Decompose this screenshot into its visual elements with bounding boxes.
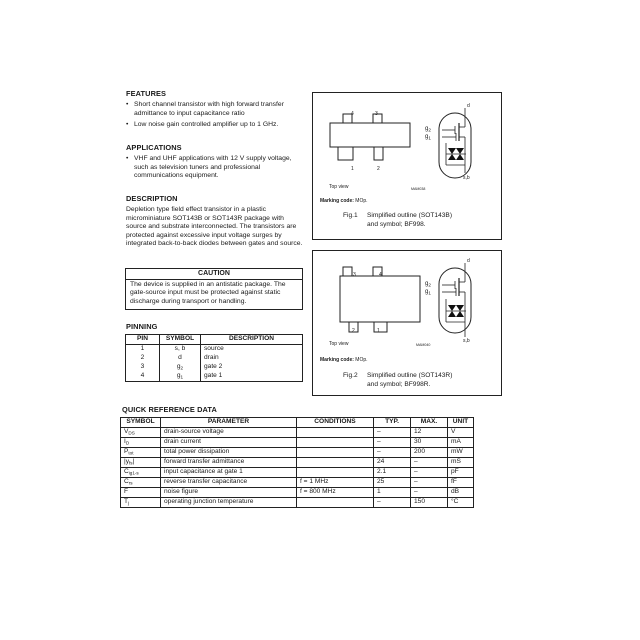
table-row	[121, 468, 474, 478]
symbol-cell: $C_{rs}$	[121, 478, 161, 488]
unit-cell: V	[448, 428, 474, 438]
conditions-cell	[297, 428, 374, 438]
typ-cell: 2.1	[374, 468, 411, 478]
pin-label: 1	[377, 328, 380, 334]
parameter-cell: input capacitance at gate 1	[161, 468, 297, 478]
qrd-heading: QUICK REFERENCE DATA	[122, 405, 217, 414]
pin-cell: 1	[126, 345, 160, 355]
description-cell: gate 2	[201, 363, 303, 372]
symbol-source-label: s,b	[463, 175, 470, 181]
max-cell: 200	[411, 448, 448, 458]
marking-code: Marking code: MOp.	[320, 198, 368, 204]
symbol-drain-label: d	[467, 103, 470, 109]
symbol-source-label: s,b	[463, 338, 470, 344]
figure-number: Fig.2	[343, 372, 358, 379]
table-row	[121, 438, 474, 448]
max-cell: –	[411, 478, 448, 488]
parameter-cell: drain-source voltage	[161, 428, 297, 438]
quick-reference-table	[120, 417, 474, 508]
symbol-cell: $g_2$	[160, 363, 201, 372]
pin-label: 3	[375, 111, 378, 117]
max-cell: 150	[411, 498, 448, 508]
unit-cell: mS	[448, 458, 474, 468]
figure-caption: and symbol; BF998.	[367, 221, 426, 228]
conditions-cell: f = 800 MHz	[297, 488, 374, 498]
unit-cell: pF	[448, 468, 474, 478]
symbol-cell: $C_{ig1-s}$	[121, 468, 161, 478]
symbol-gate2-label: $g_2$	[425, 281, 431, 288]
max-cell: –	[411, 488, 448, 498]
typ-cell: –	[374, 498, 411, 508]
pinning-header: DESCRIPTION	[201, 335, 303, 345]
pinning-heading: PINNING	[126, 322, 158, 331]
caution-text: The device is supplied in an antistatic package. The gate-source input must be protected against static discharge during transport or handling.	[130, 280, 286, 305]
table-row	[121, 448, 474, 458]
typ-cell: 25	[374, 478, 411, 488]
pin-cell: 4	[126, 372, 160, 382]
symbol-cell: $T_j$	[121, 498, 161, 508]
qrd-header: TYP.	[374, 418, 411, 428]
symbol-cell: F	[121, 488, 161, 498]
typ-cell: –	[374, 438, 411, 448]
symbol-cell: $g_1$	[160, 372, 201, 382]
parameter-cell: drain current	[161, 438, 297, 448]
features-list	[126, 101, 292, 132]
unit-cell: fF	[448, 478, 474, 488]
features-item: • Short channel transistor with high forward transfer admittance to input capacitance ratio	[126, 101, 292, 118]
table-row	[126, 345, 303, 355]
table-row	[126, 363, 303, 372]
description-text: Depletion type field effect transistor in a plastic microminiature SOT143B or SOT143R package with source and substrate interconnected. The transistors are protected against excessive input voltage surges by integrated back-to-back diodes between gates and source.	[126, 206, 303, 248]
pin-label: 1	[351, 166, 354, 172]
caution-box	[125, 268, 303, 310]
symbol-cell: d	[160, 354, 201, 363]
marking-code: Marking code: MOp.	[320, 357, 368, 363]
symbol-cell: s, b	[160, 345, 201, 355]
symbol-cell: $I_D$	[121, 438, 161, 448]
features-item: • Low noise gain controlled amplifier up to 1 GHz.	[126, 121, 292, 130]
pin-label: 2	[377, 166, 380, 172]
qrd-header: MAX.	[411, 418, 448, 428]
qrd-header: PARAMETER	[161, 418, 297, 428]
figure-1-box	[312, 92, 502, 240]
pin-label: 4	[379, 272, 382, 278]
figure-2-box	[312, 250, 502, 396]
pinning-header: SYMBOL	[160, 335, 201, 345]
pin-cell: 3	[126, 363, 160, 372]
unit-cell: °C	[448, 498, 474, 508]
table-row	[121, 478, 474, 488]
drawing-code: MAM038	[411, 187, 426, 191]
figure-number: Fig.1	[343, 212, 358, 219]
symbol-cell: $|y_{fs}|$	[121, 458, 161, 468]
conditions-cell	[297, 468, 374, 478]
applications-item: • VHF and UHF applications with 12 V supply voltage, such as television tuners and professional communications equipment.	[126, 155, 298, 181]
table-row	[121, 498, 474, 508]
typ-cell: 24	[374, 458, 411, 468]
parameter-cell: noise figure	[161, 488, 297, 498]
parameter-cell: operating junction temperature	[161, 498, 297, 508]
applications-list	[126, 155, 298, 183]
qrd-header: UNIT	[448, 418, 474, 428]
description-cell: gate 1	[201, 372, 303, 382]
features-heading: FEATURES	[126, 89, 167, 98]
parameter-cell: reverse transfer capacitance	[161, 478, 297, 488]
drawing-code: MAM040	[416, 343, 431, 347]
top-view-label: Top view	[329, 184, 349, 190]
typ-cell: –	[374, 448, 411, 458]
table-row	[121, 428, 474, 438]
figure-caption: Simplified outline (SOT143R)	[367, 372, 453, 379]
pin-cell: 2	[126, 354, 160, 363]
conditions-cell	[297, 448, 374, 458]
pin-label: 4	[351, 111, 354, 117]
pinning-table	[125, 334, 303, 382]
symbol-gate2-label: $g_2$	[425, 126, 431, 133]
table-row	[126, 354, 303, 363]
pinning-header: PIN	[126, 335, 160, 345]
max-cell: –	[411, 458, 448, 468]
parameter-cell: total power dissipation	[161, 448, 297, 458]
description-cell: drain	[201, 354, 303, 363]
qrd-header: SYMBOL	[121, 418, 161, 428]
figure-caption: Simplified outline (SOT143B)	[367, 212, 453, 219]
symbol-gate1-label: $g_1$	[425, 289, 431, 296]
table-row	[121, 488, 474, 498]
qrd-header: CONDITIONS	[297, 418, 374, 428]
description-cell: source	[201, 345, 303, 355]
conditions-cell	[297, 438, 374, 448]
parameter-cell: forward transfer admittance	[161, 458, 297, 468]
max-cell: 30	[411, 438, 448, 448]
conditions-cell	[297, 458, 374, 468]
max-cell: –	[411, 468, 448, 478]
typ-cell: –	[374, 428, 411, 438]
max-cell: 12	[411, 428, 448, 438]
unit-cell: mA	[448, 438, 474, 448]
conditions-cell	[297, 498, 374, 508]
unit-cell: dB	[448, 488, 474, 498]
figure-caption: and symbol; BF998R.	[367, 381, 431, 388]
table-row	[126, 372, 303, 382]
table-row	[121, 458, 474, 468]
pin-label: 3	[353, 272, 356, 278]
symbol-cell: $V_{DS}$	[121, 428, 161, 438]
top-view-label: Top view	[329, 341, 349, 347]
description-heading: DESCRIPTION	[126, 194, 178, 203]
symbol-drain-label: d	[467, 258, 470, 264]
symbol-cell: $P_{tot}$	[121, 448, 161, 458]
conditions-cell: f = 1 MHz	[297, 478, 374, 488]
unit-cell: mW	[448, 448, 474, 458]
pin-label: 2	[352, 328, 355, 334]
caution-title: CAUTION	[126, 269, 302, 280]
symbol-gate1-label: $g_1$	[425, 134, 431, 141]
applications-heading: APPLICATIONS	[126, 143, 182, 152]
typ-cell: 1	[374, 488, 411, 498]
